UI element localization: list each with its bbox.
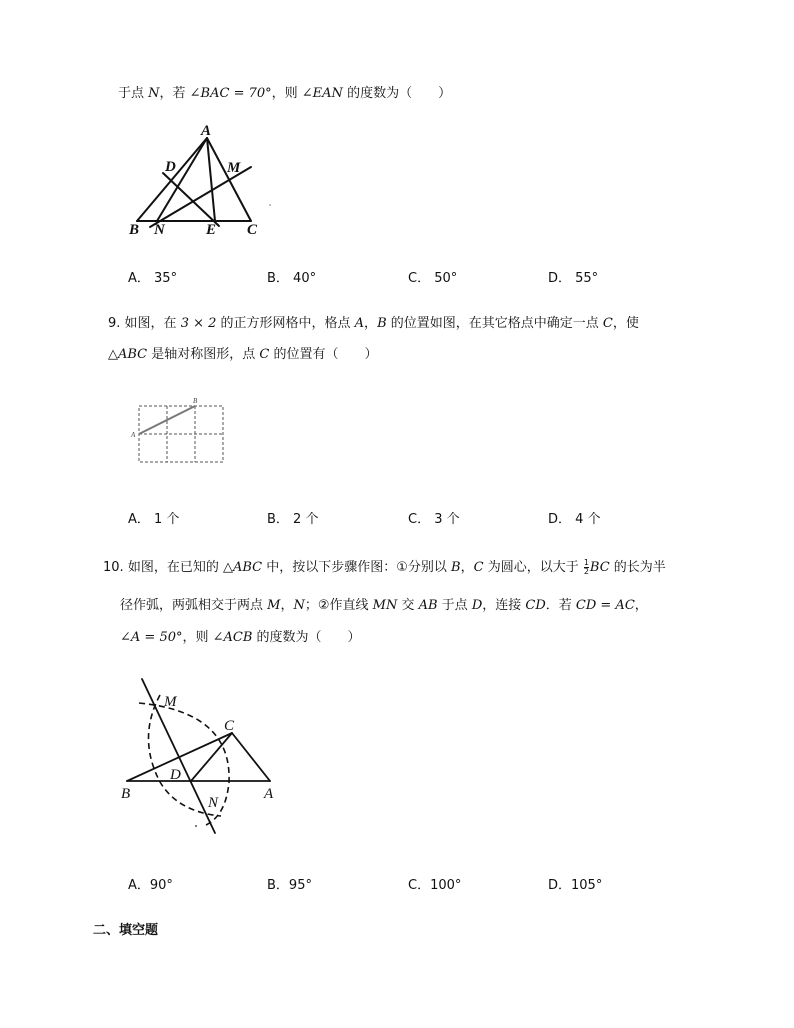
stray-dot — [195, 825, 197, 827]
segment-CA — [232, 733, 270, 781]
label-C: C — [224, 718, 235, 734]
label-B: B — [193, 397, 198, 405]
label-A: A — [201, 123, 212, 139]
label-M: M — [164, 694, 177, 710]
q9-stem-line-2: △ABC 是轴对称图形，点 C 的位置有（ ） — [108, 347, 378, 362]
q10-stem-line-2: 径作弧，两弧相交于两点 M，N；②作直线 MN 交 AB 于点 D，连接 CD．若 CD = AC， — [120, 598, 648, 613]
q8-option-c[interactable]: C． 50° — [408, 271, 458, 286]
q9-option-d[interactable]: D． 4 个 — [548, 512, 601, 527]
q10-option-a[interactable]: A．90° — [128, 878, 173, 893]
q10-option-d[interactable]: D．105° — [548, 878, 603, 893]
label-M: M — [227, 160, 241, 176]
label-C: C — [247, 222, 258, 238]
q9-option-c[interactable]: C． 3 个 — [408, 512, 460, 527]
segment-CD — [191, 733, 232, 781]
q10-stem-line-3: ∠A = 50°，则 ∠ACB 的度数为（ ） — [120, 630, 361, 645]
q10-number: 10. — [103, 560, 124, 575]
label-D: D — [165, 159, 176, 175]
section-fill-in-title: 二、填空题 — [93, 923, 159, 938]
q9-option-b[interactable]: B． 2 个 — [267, 512, 319, 527]
q8-stem-line: 于点 N，若 ∠BAC = 70°，则 ∠EAN 的度数为（ ） — [118, 86, 452, 101]
label-A: A — [131, 431, 136, 439]
label-N: N — [208, 795, 219, 811]
q8-option-b[interactable]: B． 40° — [267, 271, 317, 286]
q9-option-a[interactable]: A． 1 个 — [128, 512, 180, 527]
fraction-one-half: $\frac{1}{2}$ — [583, 558, 589, 576]
label-B: B — [129, 222, 140, 238]
q10-option-c[interactable]: C．100° — [408, 878, 462, 893]
q8-option-d[interactable]: D． 55° — [548, 271, 599, 286]
label-D: D — [170, 767, 181, 783]
label-B: B — [121, 786, 131, 802]
q9-number: 9. — [108, 316, 121, 331]
label-A: A — [264, 786, 274, 802]
q8-option-a[interactable]: A． 35° — [128, 271, 178, 286]
q10-stem-line-1: 10. 如图，在已知的 △ABC 中，按以下步骤作图：①分别以 B，C 为圆心，以大于 $\frac{1}{2}$ BC 的长为半 — [103, 558, 666, 576]
label-N: N — [154, 222, 165, 238]
q10-option-b[interactable]: B．95° — [267, 878, 312, 893]
line-MN — [142, 679, 215, 833]
label-E: E — [206, 222, 217, 238]
q9-stem-line-1: 9. 如图，在 3 × 2 的正方形网格中，格点 A，B 的位置如图，在其它格点中确定一点 C，使 — [108, 316, 639, 331]
